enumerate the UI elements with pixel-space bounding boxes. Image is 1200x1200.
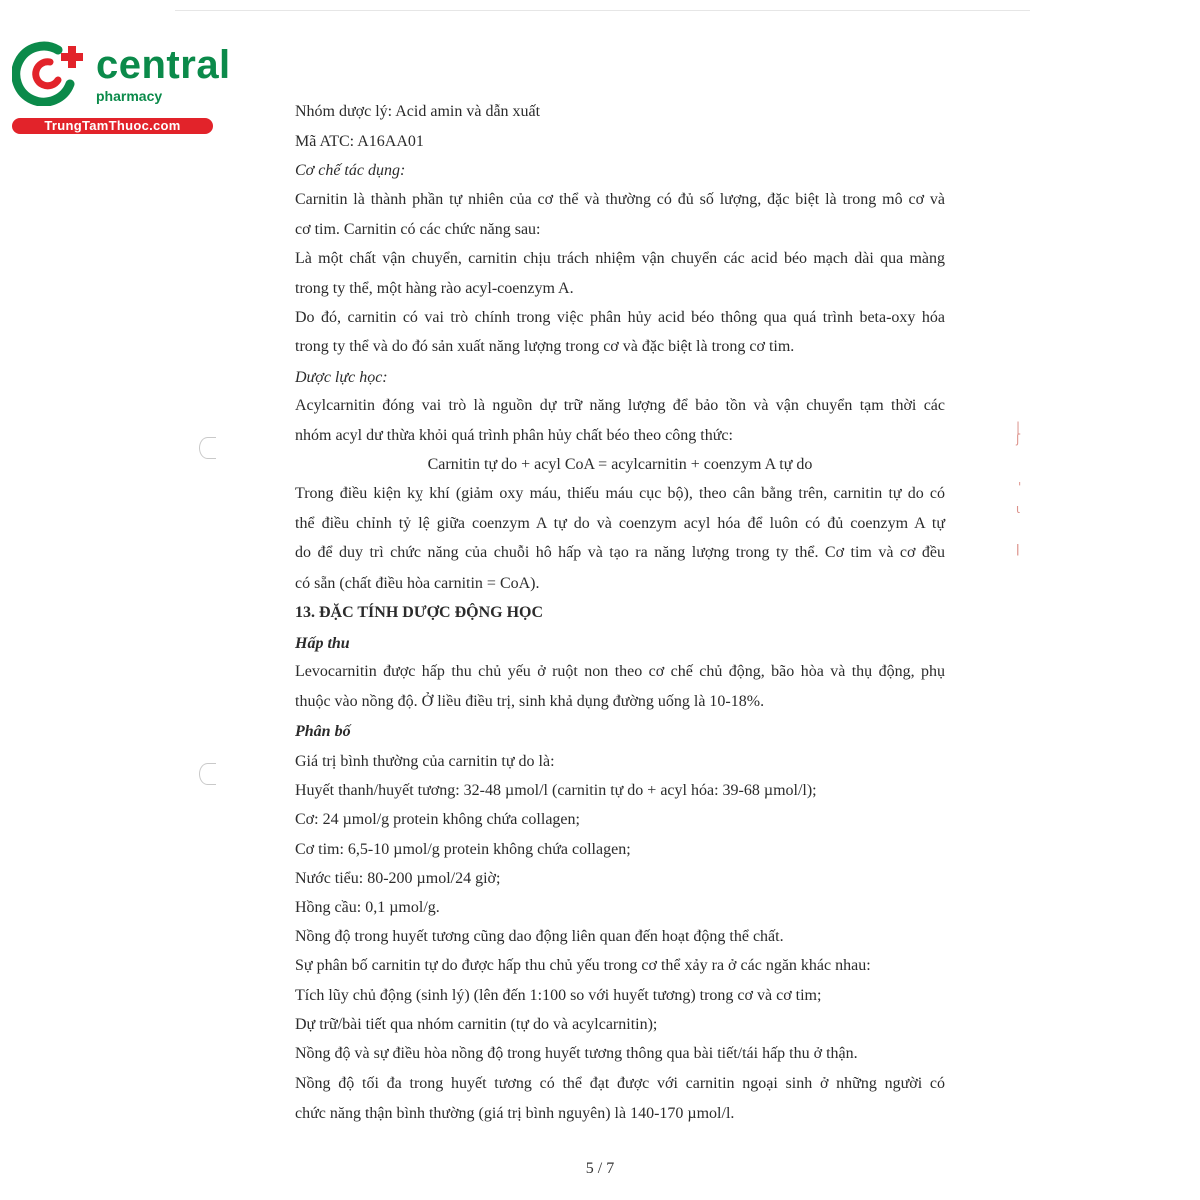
text-line: trong ty thể, một hàng rào acyl-coenzym A. (295, 280, 574, 297)
text-line: Cơ: 24 µmol/g protein không chứa collagen; (295, 811, 580, 828)
text-line: Carnitin là thành phần tự nhiên của cơ thể và thường có đủ số lượng, đặc biệt là trong mô cơ và (295, 191, 945, 208)
text-line: Sự phân bố carnitin tự do được hấp thu chủ yếu trong cơ thể xảy ra ở các ngăn khác nhau: (295, 957, 871, 974)
text-line: Dự trữ/bài tiết qua nhóm carnitin (tự do và acylcarnitin); (295, 1016, 658, 1033)
central-pharmacy-logo (8, 38, 231, 138)
punch-hole (199, 763, 216, 785)
text-line: Hồng cầu: 0,1 µmol/g. (295, 899, 440, 916)
text-line: do để duy trì chức năng của chuỗi hô hấp và tạo ra năng lượng trong ty thể. Cơ tim và cơ đều (295, 544, 945, 561)
page-edge (175, 10, 1030, 11)
margin-mark: | (1016, 420, 1021, 434)
text-line: Giá trị bình thường của carnitin tự do là: (295, 753, 555, 770)
text-line: Do đó, carnitin có vai trò chính trong việc phân hủy acid béo thông qua quá trình beta-oxy hóa (295, 309, 945, 326)
margin-mark: ' (1018, 480, 1022, 494)
margin-mark: ǀ (1016, 542, 1020, 556)
text-line: có sẵn (chất điều hòa carnitin = CoA). (295, 575, 540, 592)
subsection-heading: Phân bố (295, 723, 351, 740)
text-line: Tích lũy chủ động (sinh lý) (lên đến 1:100 so với huyết tương) trong cơ và cơ tim; (295, 987, 822, 1004)
page-number: 5 / 7 (585, 1160, 615, 1177)
text-line: Trong điều kiện kỵ khí (giảm oxy máu, thiếu máu cục bộ), theo cân bằng trên, carnitin tự do có (295, 485, 945, 502)
text-line: Là một chất vận chuyển, carnitin chịu trách nhiệm vận chuyển các acid béo mạch dài qua màng (295, 250, 945, 267)
formula-line: Carnitin tự do + acyl CoA = acylcarnitin + coenzym A tự do (427, 456, 813, 473)
text-line: Levocarnitin được hấp thu chủ yếu ở ruột non theo cơ chế chủ động, bão hòa và thụ động, phụ (295, 663, 945, 680)
text-line: Nồng độ tối đa trong huyết tương có thể đạt được với carnitin ngoại sinh ở những người có (295, 1075, 945, 1092)
section-title: 13. ĐẶC TÍNH DƯỢC ĐỘNG HỌC (295, 604, 544, 621)
text-line: cơ tim. Carnitin có các chức năng sau: (295, 221, 541, 238)
text-line: Nồng độ trong huyết tương cũng dao động liên quan đến hoạt động thể chất. (295, 928, 784, 945)
logo-website: TrungTamThuoc.com (12, 118, 213, 134)
punch-hole (199, 437, 216, 459)
text-line: Nước tiểu: 80-200 µmol/24 giờ; (295, 870, 501, 887)
logo-brand-sub: pharmacy (96, 88, 163, 104)
text-line: Huyết thanh/huyết tương: 32-48 µmol/l (carnitin tự do + acyl hóa: 39-68 µmol/l); (295, 782, 817, 799)
text-line: trong ty thể và do đó sản xuất năng lượng trong cơ và đặc biệt là trong cơ tim. (295, 338, 795, 355)
text-line: nhóm acyl dư thừa khỏi quá trình phân hủy chất béo theo công thức: (295, 427, 733, 444)
text-line: Mã ATC: A16AA01 (295, 133, 424, 150)
margin-mark: ɩ (1016, 502, 1021, 516)
text-line: chức năng thận bình thường (giá trị bình nguyên) là 140-170 µmol/l. (295, 1105, 735, 1122)
text-line: Acylcarnitin đóng vai trò là nguồn dự trữ năng lượng để bảo tồn và vận chuyển tạm thời các (295, 397, 945, 414)
text-line: Nồng độ và sự điều hòa nồng độ trong huyết tương thông qua bài tiết/tái hấp thu ở thận. (295, 1045, 858, 1062)
text-line: Cơ tim: 6,5-10 µmol/g protein không chứa collagen; (295, 841, 631, 858)
text-line: thể điều chỉnh tỷ lệ giữa coenzym A tự do và coenzym acyl hóa để luôn có đủ coenzym A tự (295, 515, 945, 532)
logo-brand-name: central (96, 43, 231, 87)
pharmacy-cross-logo-icon (12, 40, 86, 106)
section-heading: Cơ chế tác dụng: (295, 162, 406, 179)
text-line: thuộc vào nồng độ. Ở liều điều trị, sinh khả dụng đường uống là 10-18%. (295, 693, 765, 710)
subsection-heading: Hấp thu (295, 635, 350, 652)
section-heading: Dược lực học: (295, 369, 388, 386)
margin-mark: ʃ (1016, 432, 1021, 446)
text-line: Nhóm dược lý: Acid amin và dẫn xuất (295, 103, 541, 120)
